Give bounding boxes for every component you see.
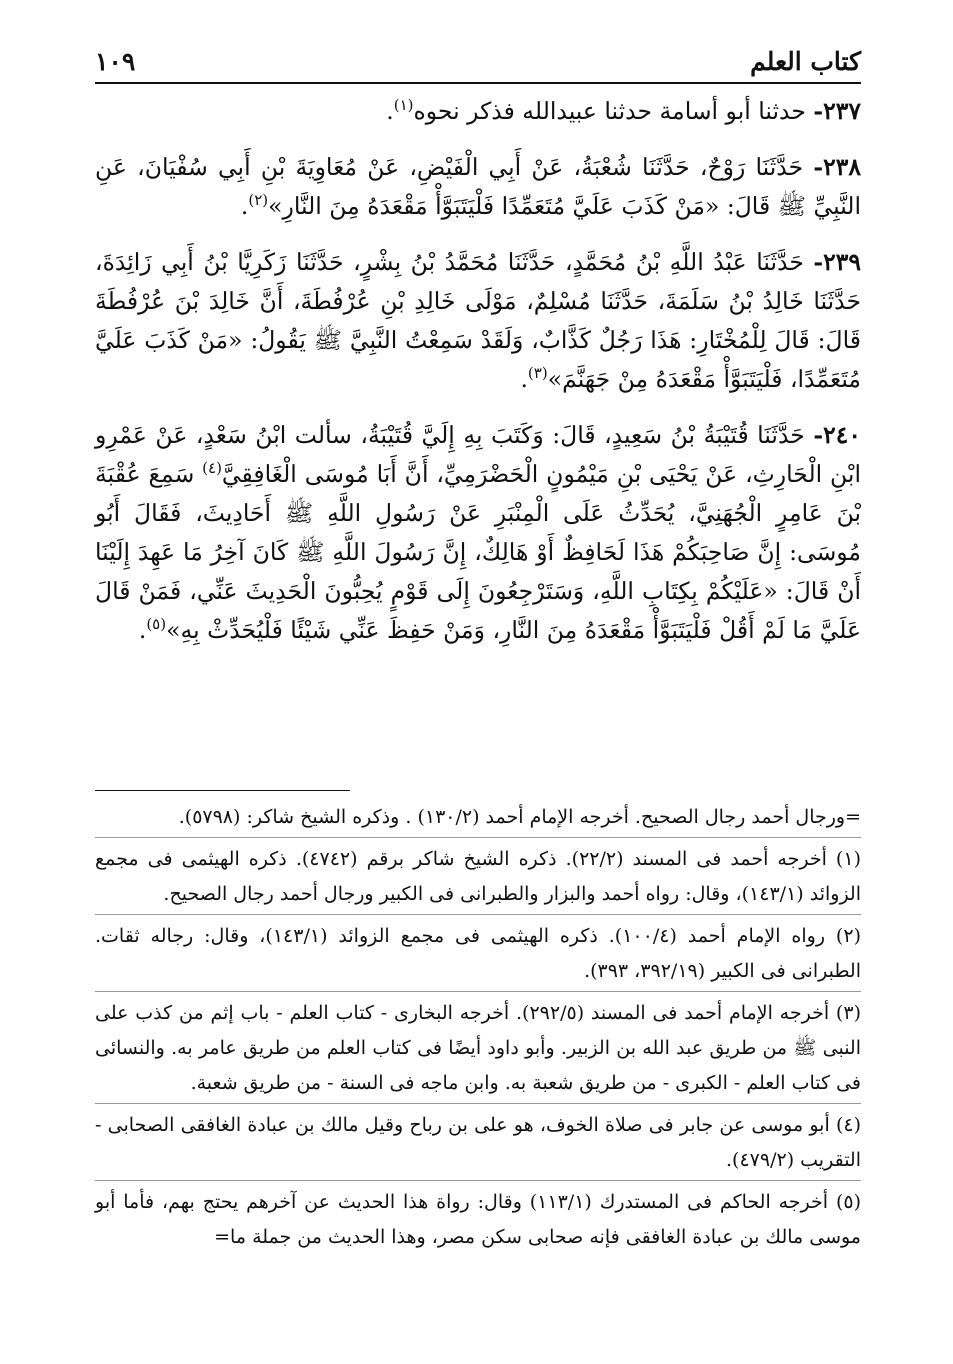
- footnote-marker: (٢): [248, 191, 269, 210]
- footnote-marker: (٥): [146, 615, 167, 634]
- footnote-divider: [95, 790, 350, 791]
- footnote-marker: (١): [393, 96, 414, 115]
- hadith-237: [95, 92, 861, 131]
- hadith-number: ٢٣٩-: [813, 248, 861, 276]
- hadith-number: ٢٣٧-: [813, 97, 861, 125]
- hadith-text: حَدَّثَنَا رَوْحٌ، حَدَّثَنَا شُعْبَةُ، عَنْ أَبِي الْفَيْضِ، عَنْ مُعَاوِيَةَ بْنِ أَبِي سُفْيَانَ، عَنِ النَّبِيِّ ﷺ قَالَ: «مَنْ كَذَبَ عَلَيَّ مُتَعَمِّدًا فَلْيَتَبَوَّأْ مَقْعَدَهُ مِنَ النَّارِ»: [95, 153, 861, 220]
- footnote-separator: [95, 1180, 861, 1181]
- footnote-1: (١) أخرجه أحمد فى المسند (٢٢/٢). ذكره الشيخ شاكر برقم (٤٧٤٢). ذكره الهيثمى فى مجمع الزوائد (١٤٣/١)، وقال: رواه أحمد والبزار والطبرانى فى الكبير ورجال أحمد رجال الصحيح.: [95, 848, 861, 905]
- chapter-title: كتاب العلم: [750, 47, 861, 76]
- footnote-separator: [95, 1103, 861, 1104]
- footnote-marker: (٤): [202, 459, 222, 478]
- hadith-number: ٢٤٠-: [813, 421, 861, 449]
- hadith-tail: .: [240, 192, 249, 220]
- hadith-text: حَدَّثَنَا عَبْدُ اللَّهِ بْنُ مُحَمَّدٍ، حَدَّثَنَا مُحَمَّدُ بْنُ بِشْرٍ، حَدَّثَنَا زَكَرِيَّا بْنُ أَبِي زَائِدَةَ، حَدَّثَنَا خَالِدُ بْنُ سَلَمَةَ، حَدَّثَنَا مُسْلِمٌ، مَوْلَى خَالِدِ بْنِ عُرْفُطَةَ، أَنَّ خَالِدَ بْنَ عُرْفُطَةَ قَالَ: قَالَ لِلْمُخْتَارِ: هَذَا رَجُلٌ كَذَّابٌ، وَلَقَدْ سَمِعْتُ النَّبِيَّ ﷺ يَقُولُ: «مَنْ كَذَبَ عَلَيَّ مُتَعَمِّدًا، فَلْيَتَبَوَّأْ مَقْعَدَهُ مِنْ جَهَنَّمَ»: [95, 248, 861, 393]
- footnote-4: (٤) أبو موسى عن جابر فى صلاة الخوف، هو على بن رباح وقيل مالك بن عبادة الغافقى الصحابى - التقريب (٤٧٩/٢).: [95, 1114, 861, 1171]
- footnotes-section: [95, 800, 861, 1256]
- footnote-marker: (٣): [527, 364, 548, 383]
- hadith-number: ٢٣٨-: [813, 153, 861, 181]
- footnote-separator: [95, 914, 861, 915]
- footnote-2: (٢) رواه الإمام أحمد (١٠٠/٤). ذكره الهيثمى فى مجمع الزوائد (١٤٣/١)، وقال: رجاله ثقات. الطبرانى فى الكبير (٣٩٢/١٩، ٣٩٣).: [95, 925, 861, 982]
- page-header: [95, 38, 861, 80]
- hadith-239: [95, 243, 861, 399]
- hadith-240: [95, 416, 861, 650]
- hadith-text: حَدَّثَنَا قُتَيْبَةُ بْنُ سَعِيدٍ، قَالَ: وَكَتَبَ بِهِ إِلَيَّ قُتَيْبَةُ، سألت ابْنُ سَعْدٍ، عَنْ عَمْرِو ابْنِ الْحَارِثِ، عَنْ يَحْيَى بْنِ مَيْمُونٍ الْحَضْرَمِيِّ، أَنَّ أَبَا مُوسَى الْغَافِقِيَّ: [95, 421, 861, 488]
- footnote-continuation: =ورجال أحمد رجال الصحيح. أخرجه الإمام أحمد (١٣٠/٢) . وذكره الشيخ شاكر: (٥٧٩٨).: [178, 806, 861, 828]
- footnote-3: (٣) أخرجه الإمام أحمد فى المسند (٢٩٢/٥). أخرجه البخارى - كتاب العلم - باب إثم من كذب على النبى ﷺ من طريق عبد الله بن الزبير. وأبو داود أيضًا فى كتاب العلم من طريق عامر به. والنسائى فى كتاب العلم - الكبرى - من طريق شعبة به. وابن ماجه فى السنة - من طريق شعبة.: [95, 1002, 861, 1094]
- hadith-238: [95, 148, 861, 226]
- hadith-text-body: [95, 92, 861, 667]
- hadith-text: حدثنا أبو أسامة حدثنا عبيدالله فذكر نحوه: [413, 97, 814, 125]
- header-divider: [95, 82, 861, 84]
- page-number: ١٠٩: [95, 47, 136, 76]
- hadith-text-continued: سَمِعَ عُقْبَةَ بْنَ عَامِرٍ الْجُهَنِيَّ، يُحَدِّثُ عَلَى الْمِنْبَرِ عَنْ رَسُولِ اللَّهِ ﷺ أَحَادِيثَ، فَقَالَ أَبُو مُوسَى: إِنَّ صَاحِبَكُمْ هَذَا لَحَافِظٌ أَوْ هَالِكٌ، إِنَّ رَسُولَ اللَّهِ ﷺ كَانَ آخِرُ مَا عَهِدَ إِلَيْنَا أَنْ قَالَ: «عَلَيْكُمْ بِكِتَابِ اللَّهِ، وَسَتَرْجِعُونَ إِلَى قَوْمٍ يُحِبُّونَ الْحَدِيثَ عَنِّي، فَمَنْ قَالَ عَلَيَّ مَا لَمْ أَقُلْ فَلْيَتَبَوَّأْ مَقْعَدَهُ مِنَ النَّارِ، وَمَنْ حَفِظَ عَنِّي شَيْئًا فَلْيُحَدِّثْ بِهِ»: [95, 460, 861, 644]
- footnote-separator: [95, 837, 861, 838]
- footnote-5: (٥) أخرجه الحاكم فى المستدرك (١١٣/١) وقال: رواة هذا الحديث عن آخرهم يحتج بهم، فأما أبو موسى مالك بن عبادة الغافقى فإنه صحابى سكن مصر، وهذا الحديث من جملة ما=: [95, 1191, 861, 1248]
- hadith-tail: .: [138, 616, 147, 644]
- hadith-tail: .: [386, 97, 394, 125]
- footnote-separator: [95, 991, 861, 992]
- hadith-tail: .: [520, 365, 528, 393]
